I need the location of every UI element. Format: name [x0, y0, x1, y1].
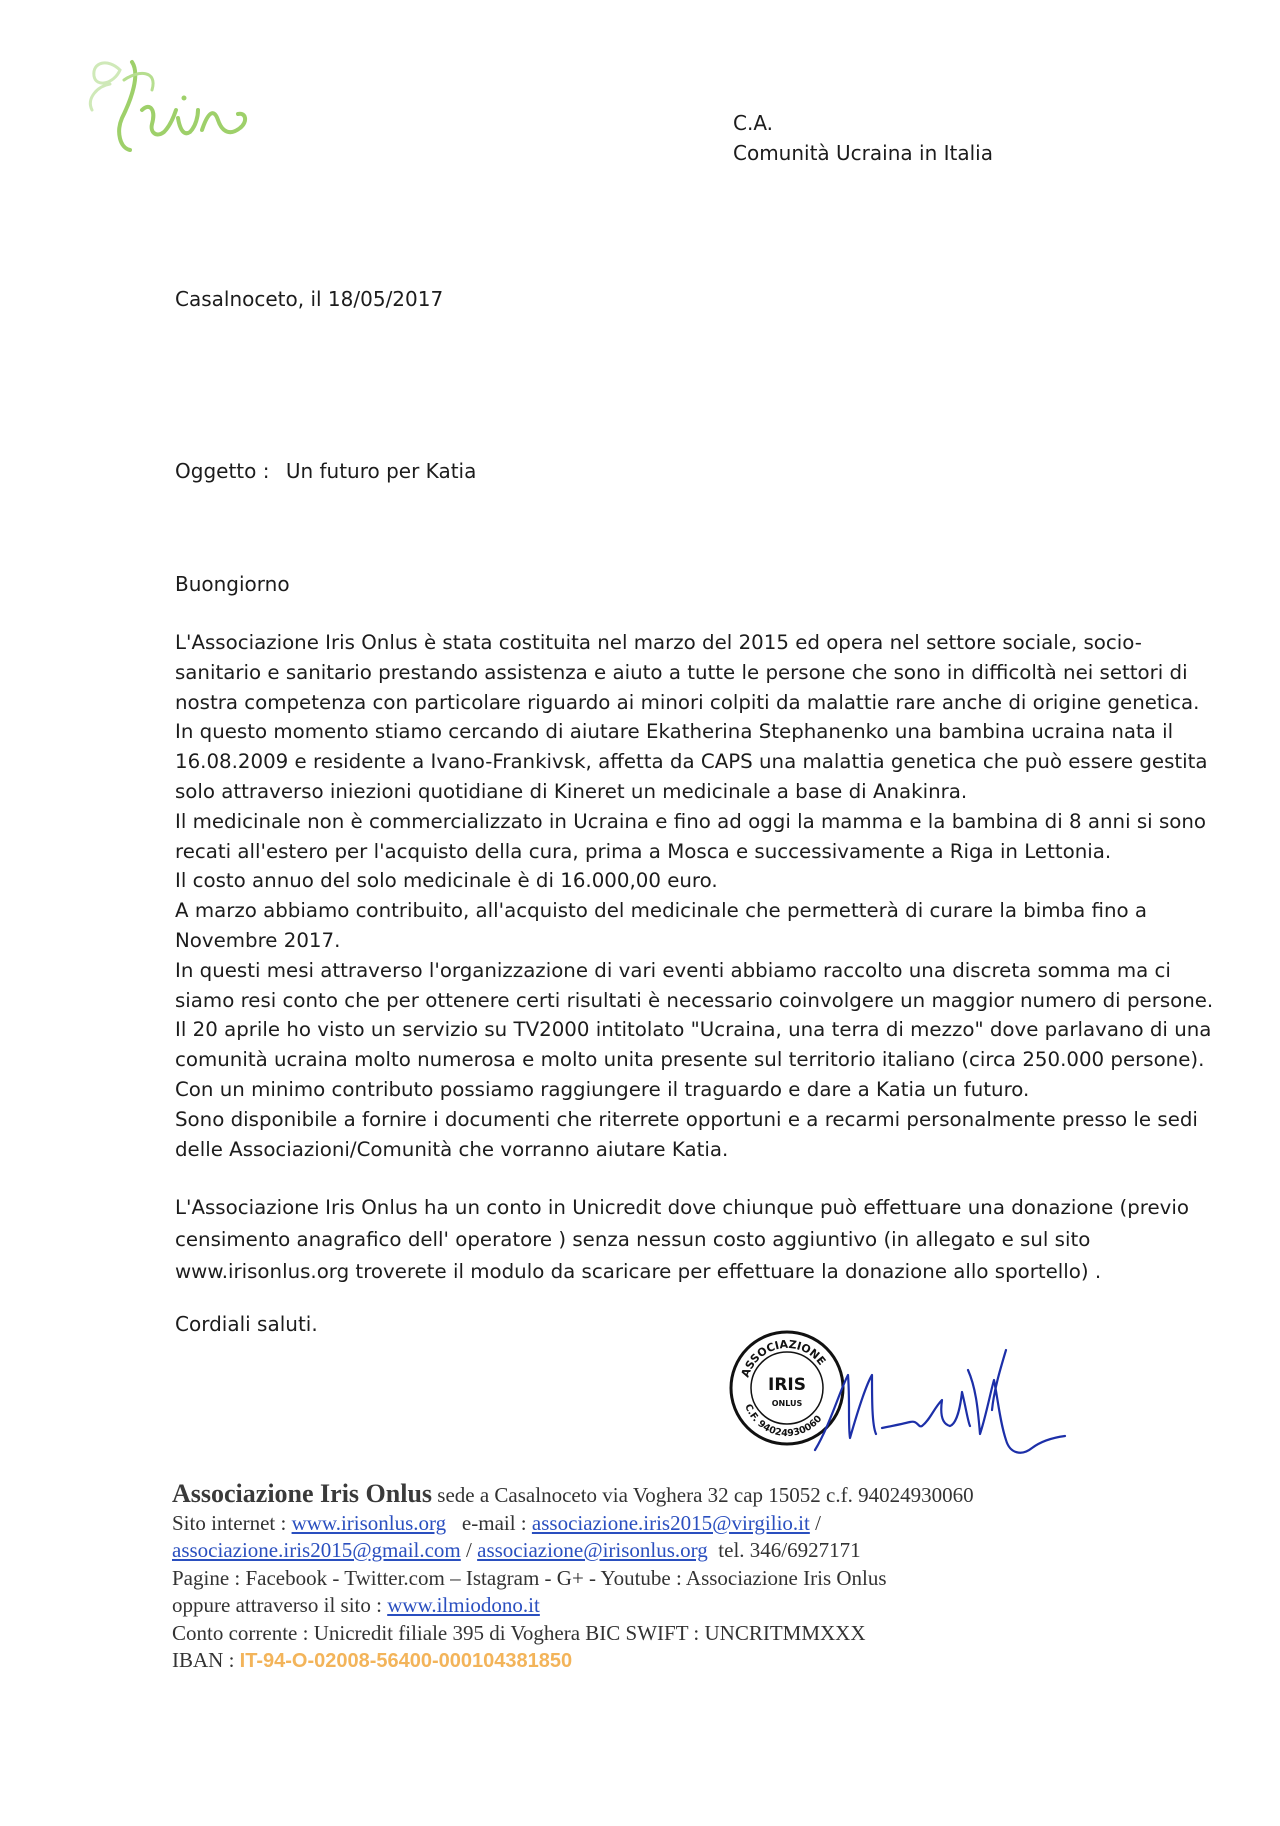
body-line: delle Associazioni/Comunità che vorranno aiutare Katia.	[175, 1137, 729, 1161]
body-line: A marzo abbiamo contribuito, all'acquisto del medicinale che permetterà di curare la bimba fino a	[175, 899, 1148, 923]
footer-org-name: Associazione Iris Onlus	[172, 1479, 433, 1508]
footer-email-label: e-mail :	[446, 1510, 532, 1535]
email-link-virgilio[interactable]: associazione.iris2015@virgilio.it	[531, 1510, 810, 1535]
footer	[172, 1480, 974, 1676]
body-line: nostra competenza con particolare riguardo ai minori colpiti da malattie rare anche di origine genetica.	[175, 690, 1200, 714]
donation-line: L'Associazione Iris Onlus ha un conto in Unicredit dove chiunque può effettuare una donazione (previo	[175, 1196, 1189, 1219]
footer-pages: Pagine : Facebook - Twitter.com – Istagram - G+ - Youtube : Associazione Iris Onlus	[172, 1565, 887, 1590]
signature	[810, 1330, 1080, 1460]
subject-line	[175, 459, 476, 483]
letter-body	[175, 628, 1225, 1164]
body-line: Il medicinale non è commercializzato in Ucraina e fino ad oggi la mamma e la bambina di 8 anni si sono	[175, 809, 1206, 833]
addressee-name: Comunità Ucraina in Italia	[733, 141, 993, 165]
body-line: sanitario e sanitario prestando assistenza e aiuto a tutte le persone che sono in difficoltà nei settori di	[175, 660, 1188, 684]
ilmiodono-link[interactable]: www.ilmiodono.it	[387, 1593, 540, 1617]
stamp-bottom-text: C.F. 94024930060	[742, 1402, 825, 1440]
footer-separator: /	[460, 1538, 478, 1562]
body-line: siamo resi conto che per ottenere certi risultati è necessario coinvolgere un maggior numero di persone.	[175, 988, 1214, 1012]
stamp-middle-text: IRIS	[768, 1375, 806, 1395]
donation-paragraph	[175, 1192, 1189, 1288]
subject-label: Oggetto :	[175, 459, 270, 483]
stamp-top-text: ASSOCIAZIONE	[738, 1337, 829, 1380]
footer-tel: tel. 346/6927171	[707, 1538, 861, 1562]
body-line: Sono disponibile a fornire i documenti che riterrete opportuni e a recarmi personalmente presso le sedi	[175, 1107, 1198, 1131]
footer-account: Conto corrente : Unicredit filiale 395 di Voghera BIC SWIFT : UNCRITMMXXX	[172, 1620, 866, 1645]
footer-site-label: Sito internet :	[172, 1510, 292, 1535]
stamp-sub-text: ONLUS	[771, 1399, 803, 1408]
body-line: solo attraverso iniezioni quotidiane di Kineret un medicinale a base di Anakinra.	[175, 779, 968, 803]
body-line: In questo momento stiamo cercando di aiutare Ekatherina Stephanenko una bambina ucraina nata il	[175, 720, 1174, 744]
email-link-irisonlus[interactable]: associazione@irisonlus.org	[477, 1538, 708, 1562]
body-line: In questi mesi attraverso l'organizzazione di vari eventi abbiamo raccolto una discreta somma ma ci	[175, 958, 1171, 982]
place-date: Casalnoceto, il 18/05/2017	[175, 287, 444, 311]
footer-contact-line	[172, 1510, 974, 1538]
email-link-gmail[interactable]: associazione.iris2015@gmail.com	[172, 1538, 461, 1562]
footer-iban-value: IT-94-O-02008-56400-000104381850	[239, 1650, 573, 1672]
closing: Cordiali saluti.	[175, 1312, 318, 1336]
body-line: Il costo annuo del solo medicinale è di 16.000,00 euro.	[175, 869, 718, 893]
body-line: recati all'estero per l'acquisto della cura, prima a Mosca e successivamente a Riga in Lettonia.	[175, 839, 1112, 863]
website-link[interactable]: www.irisonlus.org	[291, 1510, 447, 1535]
body-line: Con un minimo contributo possiamo raggiungere il traguardo e dare a Katia un futuro.	[175, 1077, 1030, 1101]
footer-org-line	[172, 1480, 974, 1510]
body-line: Novembre 2017.	[175, 928, 341, 952]
iris-logo	[80, 40, 280, 170]
greeting: Buongiorno	[175, 572, 290, 596]
footer-email-line	[172, 1537, 974, 1565]
body-line: comunità ucraina molto numerosa e molto unita presente sul territorio italiano (circa 250.000 persone).	[175, 1048, 1205, 1072]
donation-line: censimento anagrafico dell' operatore ) senza nessun costo aggiuntivo (in allegato e sul sito	[175, 1228, 1091, 1251]
footer-iban-label: IBAN :	[172, 1648, 240, 1672]
addressee-block	[733, 108, 993, 168]
footer-address: sede a Casalnoceto via Voghera 32 cap 15052 c.f. 94024930060	[432, 1483, 974, 1507]
donation-line: www.irisonlus.org troverete il modulo da scaricare per effettuare la donazione allo sportello) .	[175, 1260, 1102, 1283]
footer-alt-line	[172, 1592, 974, 1620]
addressee-prefix: C.A.	[733, 111, 774, 135]
body-line: Il 20 aprile ho visto un servizio su TV2000 intitolato "Ucraina, una terra di mezzo" dove parlavano di una	[175, 1018, 1212, 1042]
footer-alt-label: oppure attraverso il sito :	[172, 1593, 388, 1617]
subject-text: Un futuro per Katia	[285, 459, 477, 483]
footer-iban-line	[172, 1647, 974, 1676]
body-line: 16.08.2009 e residente a Ivano-Frankivsk, affetta da CAPS una malattia genetica che può essere gestita	[175, 750, 1208, 774]
footer-separator: /	[809, 1510, 821, 1535]
body-line: L'Associazione Iris Onlus è stata costituita nel marzo del 2015 ed opera nel settore sociale, socio-	[175, 631, 1142, 654]
